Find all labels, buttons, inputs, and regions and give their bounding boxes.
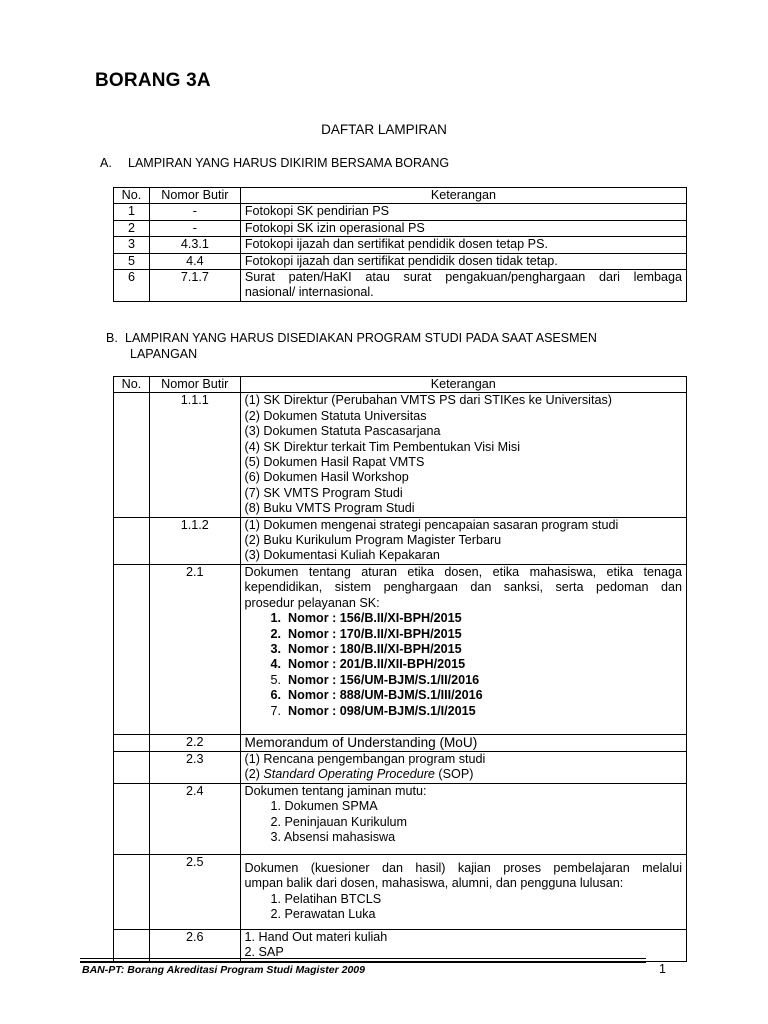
row-no: 3 <box>114 237 150 253</box>
row-no <box>114 564 150 734</box>
row-keterangan: Fotokopi ijazah dan sertifikat pendidik dosen tetap PS. <box>240 237 686 253</box>
table-row <box>114 783 687 854</box>
row-keterangan <box>240 270 686 302</box>
row-keterangan <box>240 751 686 783</box>
list-item: (1) Rencana pengembangan program studi <box>244 751 486 766</box>
list-item: (2) Buku Kurikulum Program Magister Terbaru <box>244 533 502 548</box>
keterangan-line: nasional/ internasional. <box>244 285 374 300</box>
list-item: (8) Buku VMTS Program Studi <box>244 501 415 516</box>
row-no: 6 <box>114 270 150 302</box>
row-keterangan <box>240 393 686 517</box>
table-a <box>113 187 687 302</box>
table-row <box>114 253 687 269</box>
col-header-no: No. <box>114 377 150 393</box>
intro-line: Dokumen tentang jaminan mutu: <box>244 783 427 798</box>
sk-text: Nomor : 180/B.II/XI-BPH/2015 <box>288 641 462 656</box>
row-butir: 2.5 <box>149 854 240 929</box>
sk-number: 6. <box>270 688 282 703</box>
row-no <box>114 929 150 961</box>
section-a-title: LAMPIRAN YANG HARUS DIKIRIM BERSAMA BORANG <box>128 156 450 170</box>
row-no <box>114 783 150 854</box>
row-butir: 4.4 <box>149 253 240 269</box>
table-row <box>114 564 687 734</box>
sk-item <box>245 704 682 719</box>
sk-item <box>245 673 682 688</box>
list-item <box>245 767 682 782</box>
list-item: (1) SK Direktur (Perubahan VMTS PS dari STIKes ke Universitas) <box>244 393 612 408</box>
table-row <box>114 517 687 564</box>
table-row <box>114 751 687 783</box>
list-item: (3) Dokumen Statuta Pascasarjana <box>244 424 441 439</box>
list-item: 1. Pelatihan BTCLS <box>270 891 382 906</box>
sk-text: Nomor : 156/UM-BJM/S.1/II/2016 <box>288 672 480 687</box>
section-b-title-line2: LAPANGAN <box>130 347 198 361</box>
sk-item <box>245 611 682 626</box>
list-item: 2. Peninjauan Kurikulum <box>270 814 408 829</box>
row-keterangan <box>240 517 686 564</box>
row-no: 2 <box>114 220 150 236</box>
row-butir: 1.1.1 <box>149 393 240 517</box>
row-butir: - <box>149 204 240 220</box>
row-keterangan <box>240 929 686 961</box>
row-keterangan <box>240 854 686 929</box>
page-number: 1 <box>659 962 666 976</box>
footer-rule-thick <box>80 961 646 963</box>
row-no <box>114 517 150 564</box>
table-row <box>114 220 687 236</box>
row-no <box>114 751 150 783</box>
list-item: 1. Dokumen SPMA <box>270 799 378 814</box>
sk-number: 3. <box>270 641 282 656</box>
row-no <box>114 854 150 929</box>
table-row <box>114 270 687 302</box>
sk-text: Nomor : 098/UM-BJM/S.1/I/2015 <box>288 703 476 718</box>
section-b-heading <box>106 330 706 362</box>
list-item: (5) Dokumen Hasil Rapat VMTS <box>244 455 425 470</box>
row-butir: - <box>149 220 240 236</box>
sk-text: Nomor : 201/B.II/XII-BPH/2015 <box>288 657 466 672</box>
list-item: 3. Absensi mahasiswa <box>270 829 396 844</box>
intro-line: prosedur pelayanan SK: <box>244 595 380 610</box>
row-butir: 2.1 <box>149 564 240 734</box>
row-no <box>114 734 150 751</box>
list-title: DAFTAR LAMPIRAN <box>321 122 447 137</box>
row-butir: 4.3.1 <box>149 237 240 253</box>
intro-line: Dokumen (kuesioner dan hasil) kajian proses pembelajaran melalui <box>244 860 682 875</box>
sk-item <box>245 688 682 703</box>
row-keterangan: Memorandum of Understanding (MoU) <box>240 734 686 751</box>
list-item: 2. SAP <box>244 945 284 960</box>
intro-line: Dokumen tentang aturan etika dosen, etika mahasiswa, etika tenaga <box>244 564 682 579</box>
sk-text: Nomor : 156/B.II/XI-BPH/2015 <box>288 611 462 626</box>
section-a-heading <box>100 155 700 171</box>
section-a-letter: A. <box>100 156 112 170</box>
list-item: (4) SK Direktur terkait Tim Pembentukan Visi Misi <box>244 439 521 454</box>
sk-number: 2. <box>270 626 282 641</box>
row-keterangan: Fotokopi SK pendirian PS <box>240 204 686 220</box>
row-butir: 1.1.2 <box>149 517 240 564</box>
row-keterangan: Fotokopi ijazah dan sertifikat pendidik dosen tidak tetap. <box>240 253 686 269</box>
col-header-keterangan: Keterangan <box>240 377 686 393</box>
keterangan-line: Surat paten/HaKI atau surat pengakuan/penghargaan dari lembaga <box>244 270 682 285</box>
sk-item <box>245 657 682 672</box>
list-item: 1. Hand Out materi kuliah <box>244 929 388 944</box>
sk-item <box>245 627 682 642</box>
row-no: 1 <box>114 204 150 220</box>
row-no: 5 <box>114 253 150 269</box>
document-title: BORANG 3A <box>95 70 211 91</box>
sk-number: 7. <box>270 703 282 718</box>
row-keterangan <box>240 783 686 854</box>
table-row <box>114 854 687 929</box>
table-a-header <box>114 188 687 204</box>
row-butir: 7.1.7 <box>149 270 240 302</box>
row-butir: 2.4 <box>149 783 240 854</box>
list-item: (6) Dokumen Hasil Workshop <box>244 470 409 485</box>
list-item: (7) SK VMTS Program Studi <box>244 485 403 500</box>
sk-text: Nomor : 170/B.II/XI-BPH/2015 <box>288 626 462 641</box>
intro-line: kependidikan, sistem penghargaan dan sanksi, serta pedoman dan <box>244 580 682 595</box>
item-italic: Standard Operating Procedure <box>263 767 435 782</box>
section-b-title-line1: LAMPIRAN YANG HARUS DISEDIAKAN PROGRAM STUDI PADA SAAT ASESMEN <box>125 331 597 345</box>
sk-number: 5. <box>270 672 282 687</box>
list-item: (2) Dokumen Statuta Universitas <box>244 408 427 423</box>
intro-line: umpan balik dari dosen, mahasiswa, alumni, dan pengguna lulusan: <box>244 876 624 891</box>
table-row <box>114 237 687 253</box>
sk-text: Nomor : 888/UM-BJM/S.1/III/2016 <box>288 688 483 703</box>
col-header-no: No. <box>114 188 150 204</box>
table-row <box>114 929 687 961</box>
sk-number: 1. <box>270 611 282 626</box>
section-b-letter: B. <box>106 331 118 345</box>
row-keterangan <box>240 564 686 734</box>
row-butir: 2.6 <box>149 929 240 961</box>
list-item: (1) Dokumen mengenai strategi pencapaian sasaran program studi <box>244 517 619 532</box>
item-suffix: (SOP) <box>434 767 474 782</box>
table-row <box>114 734 687 751</box>
table-row <box>114 393 687 517</box>
table-row <box>114 204 687 220</box>
sk-number: 4. <box>270 657 282 672</box>
row-keterangan: Fotokopi SK izin operasional PS <box>240 220 686 236</box>
list-item: 2. Perawatan Luka <box>270 906 376 921</box>
item-prefix: (2) <box>244 767 264 782</box>
table-b-header <box>114 377 687 393</box>
table-b <box>113 376 687 962</box>
footer-rule <box>80 958 646 959</box>
col-header-butir: Nomor Butir <box>149 377 240 393</box>
col-header-keterangan: Keterangan <box>240 188 686 204</box>
row-butir: 2.3 <box>149 751 240 783</box>
list-item: (3) Dokumentasi Kuliah Kepakaran <box>244 548 440 563</box>
row-no <box>114 393 150 517</box>
footer-text: BAN-PT: Borang Akreditasi Program Studi Magister 2009 <box>82 964 365 976</box>
col-header-butir: Nomor Butir <box>149 188 240 204</box>
row-butir: 2.2 <box>149 734 240 751</box>
sk-item <box>245 642 682 657</box>
